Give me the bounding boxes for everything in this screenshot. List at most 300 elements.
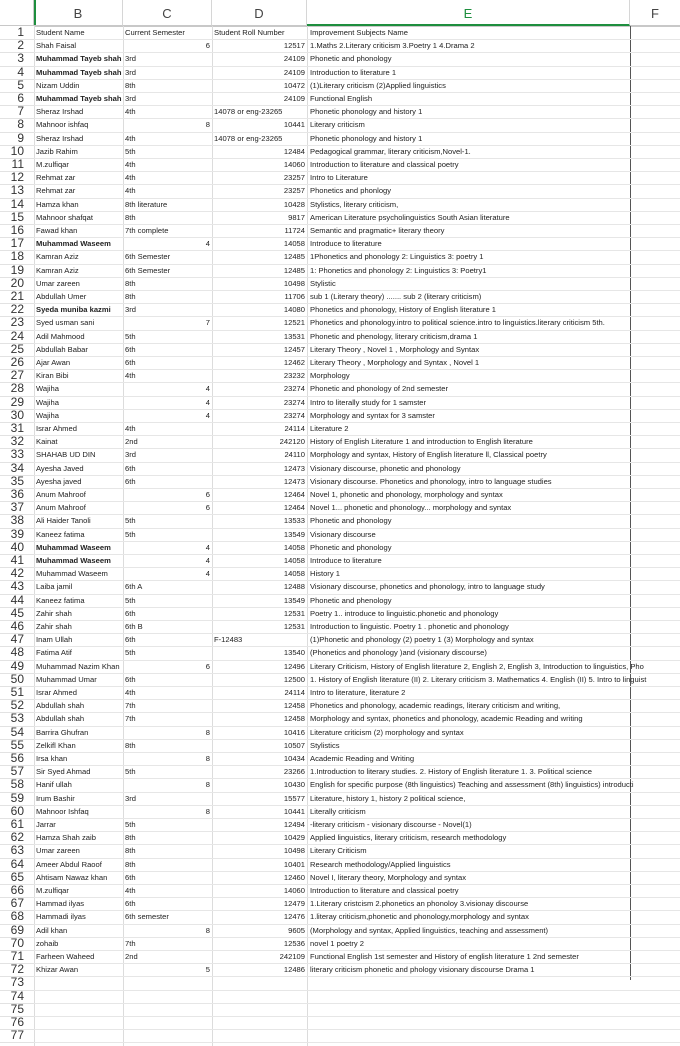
row-number[interactable]: 48 <box>10 645 24 660</box>
cell-current-semester[interactable]: 3rd <box>125 54 136 64</box>
row-number[interactable]: 4 <box>17 64 24 79</box>
cell-improvement-subjects[interactable]: Morphology and syntax for 3 samster <box>310 410 435 420</box>
row-number[interactable]: 9 <box>17 130 24 145</box>
cell-student-name[interactable]: Kainat <box>36 437 58 447</box>
cell-student-name[interactable]: Ahtisam Nawaz khan <box>36 872 108 882</box>
cell-current-semester[interactable]: 6th <box>125 476 136 486</box>
cell-improvement-subjects[interactable]: Introduction to literature 1 <box>310 67 397 77</box>
cell-improvement-subjects[interactable]: Literature, history 1, history 2 political science, <box>310 793 466 803</box>
cell-roll-number[interactable]: 13531 <box>283 331 305 341</box>
cell-student-name[interactable]: M.zulfiqar <box>36 886 69 895</box>
cell-current-semester[interactable]: 6 <box>205 661 210 671</box>
cell-roll-number[interactable]: 10507 <box>283 740 305 750</box>
cell-roll-number[interactable]: 12517 <box>283 41 305 51</box>
row-number[interactable]: 11 <box>11 157 24 171</box>
cell-improvement-subjects[interactable]: Literary Theory , Novel 1 , Morphology and Syntax <box>310 344 480 354</box>
row-number[interactable]: 43 <box>10 579 24 594</box>
cell-roll-number[interactable]: 242120 <box>279 437 305 447</box>
cell-improvement-subjects[interactable]: Visionary discourse. Phonetics and phonology, intro to language studies <box>310 476 552 486</box>
cell-roll-number[interactable]: 14058 <box>283 239 305 249</box>
cell-student-name[interactable]: Mahnoor ishfaq <box>36 120 89 130</box>
cell-current-semester[interactable]: 4 <box>205 239 210 249</box>
cell-current-semester[interactable]: 8th <box>125 833 136 843</box>
row-number[interactable]: 12 <box>10 170 24 185</box>
cell-roll-number[interactable] <box>214 990 305 1003</box>
cell-improvement-subjects[interactable]: Novel 1... phonetic and phonology... morphology and syntax <box>310 503 512 513</box>
row-number[interactable]: 45 <box>10 605 24 620</box>
cell-roll-number[interactable]: 13549 <box>283 595 305 605</box>
row-number[interactable]: 68 <box>10 909 24 924</box>
cell-roll-number[interactable]: 23232 <box>283 371 305 381</box>
cell-current-semester[interactable]: 6th <box>125 608 136 618</box>
cell-improvement-subjects[interactable]: Improvement Subjects Name <box>310 28 408 37</box>
row-number[interactable]: 66 <box>10 883 24 897</box>
cell-roll-number[interactable]: 12458 <box>283 714 305 724</box>
cell-roll-number[interactable]: 10498 <box>283 846 305 856</box>
row-number[interactable]: 52 <box>10 698 24 713</box>
cell-improvement-subjects[interactable]: Phonetic and phonology <box>310 542 392 552</box>
cell-current-semester[interactable]: 4th <box>125 160 136 169</box>
row-number[interactable]: 16 <box>10 223 24 237</box>
cell-current-semester[interactable]: 8 <box>205 780 210 790</box>
cell-roll-number[interactable]: 242109 <box>279 952 305 961</box>
cell-improvement-subjects[interactable]: novel 1 poetry 2 <box>310 938 365 948</box>
cell-roll-number[interactable]: 12496 <box>283 661 305 671</box>
row-number[interactable]: 70 <box>10 935 24 950</box>
cell-student-name[interactable]: Ayesha Javed <box>36 463 84 473</box>
row-number[interactable]: 22 <box>10 302 24 317</box>
row-number[interactable]: 3 <box>17 51 24 66</box>
cell-current-semester[interactable]: 8th <box>125 846 136 856</box>
cell-student-name[interactable] <box>36 1029 122 1042</box>
cell-student-name[interactable]: Adil Mahmood <box>36 331 85 341</box>
cell-current-semester[interactable]: 6 <box>205 41 210 51</box>
cell-current-semester[interactable]: 8th literature <box>125 199 168 209</box>
row-number[interactable]: 5 <box>17 77 24 92</box>
cell-roll-number[interactable]: 14060 <box>283 886 305 895</box>
cell-current-semester[interactable]: 2nd <box>125 437 138 447</box>
row-number[interactable]: 47 <box>10 632 24 647</box>
cell-roll-number[interactable] <box>214 976 305 989</box>
cell-improvement-subjects[interactable]: Visionary discourse <box>310 529 376 539</box>
cell-improvement-subjects[interactable]: Introduce to literature <box>310 239 382 249</box>
cell-student-name[interactable]: Israr Ahmed <box>36 424 77 433</box>
row-number[interactable]: 71 <box>10 949 24 963</box>
cell-student-name[interactable]: Laiba jamil <box>36 582 73 592</box>
row-number[interactable]: 6 <box>17 91 24 105</box>
cell-current-semester[interactable]: 3rd <box>125 450 136 460</box>
cell-roll-number[interactable] <box>214 1003 305 1016</box>
row-number[interactable]: 59 <box>10 790 24 805</box>
cell-student-name[interactable]: Adil khan <box>36 925 68 935</box>
cell-student-name[interactable]: Jazib Rahim <box>36 146 78 156</box>
cell-improvement-subjects[interactable]: Phonetics and phonology, academic readings, literary criticism and writing, <box>310 701 561 711</box>
cell-improvement-subjects[interactable]: Literally criticism <box>310 806 366 816</box>
cell-roll-number[interactable]: 14078 or eng-23265 <box>214 107 283 117</box>
cell-improvement-subjects[interactable]: 1. History of English literature (II) 2. Literary criticism 3. Mathematics 4. English (II) 5. Intro to linguist <box>310 674 647 684</box>
row-number[interactable]: 44 <box>10 592 24 607</box>
row-number[interactable]: 37 <box>10 500 24 515</box>
cell-improvement-subjects[interactable]: Phonetic phonology and history 1 <box>310 107 423 117</box>
cell-roll-number[interactable]: 14058 <box>283 542 305 552</box>
cell-current-semester[interactable]: 4 <box>205 397 210 407</box>
cell-improvement-subjects[interactable]: Novel I, literary theory, Morphology and syntax <box>310 872 467 882</box>
cell-student-name[interactable]: Muhammad Tayeb shah <box>36 54 122 64</box>
cell-roll-number[interactable]: 10401 <box>283 859 305 869</box>
cell-improvement-subjects[interactable]: Literary criticism <box>310 120 365 130</box>
cell-current-semester[interactable]: 5th <box>125 146 136 156</box>
row-number[interactable]: 56 <box>10 751 24 765</box>
cell-current-semester[interactable]: 6th <box>125 872 136 882</box>
cell-roll-number[interactable]: 12486 <box>283 965 305 975</box>
cell-current-semester[interactable]: 5th <box>125 529 136 539</box>
cell-roll-number[interactable]: 24109 <box>283 54 305 64</box>
row-number[interactable]: 55 <box>10 737 24 752</box>
cell-student-name[interactable]: Muhammad Nazim Khan <box>36 661 120 671</box>
cell-improvement-subjects[interactable]: Literary Criticism, History of English literature 2, English 2, English 3, Introduction to linguistics, Pho <box>310 661 644 671</box>
cell-student-name[interactable]: Hamza Shah zaib <box>36 833 96 843</box>
cell-roll-number[interactable]: 14060 <box>283 160 305 169</box>
cell-roll-number[interactable]: 12485 <box>283 265 305 275</box>
cell-improvement-subjects[interactable]: Introduction to linguistic. Poetry 1 . phonetic and phonology <box>310 622 509 631</box>
cell-roll-number[interactable]: 23257 <box>283 186 305 196</box>
cell-improvement-subjects[interactable]: Research methodology/Applied linguistics <box>310 859 451 869</box>
cell-roll-number[interactable]: 12494 <box>283 820 305 829</box>
row-number[interactable]: 38 <box>10 513 24 528</box>
row-number[interactable]: 26 <box>10 355 24 369</box>
cell-student-name[interactable]: Hanif ullah <box>36 780 72 790</box>
cell-roll-number[interactable]: 23274 <box>283 384 305 394</box>
cell-current-semester[interactable]: 6th <box>125 358 136 367</box>
cell-improvement-subjects[interactable]: Literature 2 <box>310 424 349 433</box>
cell-current-semester[interactable]: 5th <box>125 767 136 777</box>
cell-roll-number[interactable]: 11706 <box>284 292 305 301</box>
cell-roll-number[interactable]: 23274 <box>283 397 305 407</box>
cell-roll-number[interactable]: 12458 <box>283 701 305 711</box>
cell-current-semester[interactable]: 4th <box>125 371 136 381</box>
cell-improvement-subjects[interactable]: Visionary discourse, phonetics and phonology, intro to language study <box>310 582 545 592</box>
row-number[interactable]: 33 <box>10 447 24 462</box>
row-number[interactable]: 39 <box>10 526 24 541</box>
row-number[interactable]: 65 <box>10 869 24 884</box>
cell-roll-number[interactable]: 12531 <box>283 622 305 631</box>
cell-improvement-subjects[interactable]: Phonetics and phonology.intro to political science.intro to linguistics.literary criticism 5th. <box>310 318 605 328</box>
cell-roll-number[interactable] <box>214 1016 305 1029</box>
cell-student-name[interactable]: Zahir shah <box>36 608 72 618</box>
row-number[interactable]: 67 <box>10 896 24 911</box>
cell-student-name[interactable]: Zelkifl Khan <box>36 740 76 750</box>
cell-roll-number[interactable]: 12521 <box>283 318 305 328</box>
cell-roll-number[interactable]: 14080 <box>283 305 305 315</box>
cell-improvement-subjects[interactable]: History of English Literature 1 and introduction to English literature <box>310 437 533 447</box>
cell-current-semester[interactable]: 5th <box>125 595 136 605</box>
cell-current-semester[interactable]: 4th <box>125 688 136 697</box>
cell-roll-number[interactable]: 24109 <box>283 94 305 103</box>
cell-current-semester[interactable]: 4 <box>205 542 210 552</box>
row-number[interactable]: 35 <box>10 473 24 488</box>
cell-roll-number[interactable]: 24114 <box>284 688 305 697</box>
cell-student-name[interactable]: Kaneez fatima <box>36 529 85 539</box>
cell-student-name[interactable]: Nizam Uddin <box>36 80 80 90</box>
cell-roll-number[interactable]: 12484 <box>283 146 305 156</box>
cell-improvement-subjects[interactable]: Morphology and syntax, History of English literature ll, Classical poetry <box>310 450 547 460</box>
cell-current-semester[interactable]: 4th <box>125 173 136 183</box>
row-number[interactable]: 31 <box>10 421 24 435</box>
cell-improvement-subjects[interactable]: Literature criticism (2) morphology and syntax <box>310 727 464 737</box>
cell-current-semester[interactable]: 4th <box>125 886 136 895</box>
cell-current-semester[interactable]: 8 <box>205 925 210 935</box>
row-number[interactable]: 1 <box>17 25 24 39</box>
cell-student-name[interactable]: Sheraz Irshad <box>36 107 84 117</box>
cell-current-semester[interactable]: 4th <box>125 133 136 143</box>
cell-roll-number[interactable] <box>214 1029 305 1042</box>
row-number[interactable]: 49 <box>10 658 24 673</box>
cell-student-name[interactable]: Abdullah shah <box>36 701 85 711</box>
cell-student-name[interactable]: Ayesha javed <box>36 476 82 486</box>
cell-student-name[interactable]: Farheen Waheed <box>36 952 95 961</box>
cell-improvement-subjects[interactable]: 1.Literary cristcism 2.phonetics an phonoloy 3.visionay discourse <box>310 899 529 909</box>
cell-improvement-subjects[interactable]: Functional English <box>310 94 373 103</box>
cell-improvement-subjects[interactable]: sub 1 (Literary theory) ....... sub 2 (literary criticism) <box>310 292 482 301</box>
row-number[interactable]: 41 <box>10 553 24 567</box>
cell-current-semester[interactable]: 8 <box>205 806 210 816</box>
cell-current-semester[interactable]: 2nd <box>125 952 138 961</box>
row-number[interactable]: 46 <box>10 619 24 633</box>
cell-current-semester[interactable] <box>125 1003 211 1016</box>
row-number[interactable]: 24 <box>10 328 24 343</box>
cell-improvement-subjects[interactable]: Stylistics <box>310 740 340 750</box>
cell-current-semester[interactable]: 3rd <box>125 94 136 103</box>
cell-roll-number[interactable]: 12485 <box>283 252 305 262</box>
cell-improvement-subjects[interactable]: Semantic and pragmatic+ literary theory <box>310 226 445 235</box>
cell-student-name[interactable]: Muhammad Waseem <box>36 569 108 579</box>
cell-student-name[interactable]: Khizar Awan <box>36 965 79 975</box>
row-number[interactable]: 58 <box>10 777 24 792</box>
row-number[interactable]: 7 <box>17 104 24 119</box>
cell-roll-number[interactable]: 12473 <box>283 476 305 486</box>
cell-roll-number[interactable]: 12464 <box>283 490 305 499</box>
cell-student-name[interactable] <box>36 990 122 1003</box>
cell-improvement-subjects[interactable] <box>310 1003 680 1016</box>
cell-student-name[interactable]: SHAHAB UD DIN <box>36 450 96 460</box>
row-number[interactable]: 63 <box>10 843 24 858</box>
cell-improvement-subjects[interactable]: Phonetic and phenology <box>310 595 392 605</box>
row-number[interactable]: 73 <box>10 975 24 990</box>
cell-student-name[interactable]: Kamran Aziz <box>36 265 79 275</box>
cell-current-semester[interactable] <box>125 1029 211 1042</box>
cell-roll-number[interactable]: 14058 <box>283 556 305 565</box>
cell-student-name[interactable]: Inam Ullah <box>36 635 73 645</box>
cell-student-name[interactable]: Rehmat zar <box>36 173 76 183</box>
cell-current-semester[interactable] <box>125 976 211 989</box>
row-number[interactable]: 53 <box>10 711 24 726</box>
cell-student-name[interactable]: Abdullah Babar <box>36 344 88 354</box>
select-all-corner[interactable] <box>0 0 34 26</box>
cell-roll-number[interactable]: 12473 <box>283 463 305 473</box>
cell-current-semester[interactable]: 6th Semester <box>125 252 171 262</box>
cell-improvement-subjects[interactable] <box>310 990 680 1003</box>
cell-student-name[interactable]: Israr Ahmed <box>36 688 77 697</box>
cell-student-name[interactable]: zohaib <box>36 938 59 948</box>
cell-current-semester[interactable]: 8 <box>205 754 210 763</box>
row-number[interactable]: 13 <box>10 183 24 198</box>
cell-current-semester[interactable]: 4 <box>205 556 210 565</box>
cell-current-semester[interactable]: 5 <box>205 965 210 975</box>
row-number[interactable]: 77 <box>10 1028 24 1043</box>
cell-improvement-subjects[interactable]: Functional English 1st semester and History of english literature 1 2nd semester <box>310 952 579 961</box>
cell-improvement-subjects[interactable]: Intro to literally study for 1 samster <box>310 397 427 407</box>
cell-student-name[interactable]: Muhammad Umar <box>36 674 97 684</box>
row-number[interactable]: 64 <box>10 856 24 871</box>
cell-current-semester[interactable]: 8th <box>125 740 136 750</box>
cell-roll-number[interactable]: 10428 <box>283 199 305 209</box>
cell-roll-number[interactable]: 23257 <box>283 173 305 183</box>
row-number[interactable]: 62 <box>10 830 24 845</box>
cell-student-name[interactable]: Kamran Aziz <box>36 252 79 262</box>
column-header-f[interactable]: F <box>630 0 680 26</box>
cell-roll-number[interactable]: 12476 <box>283 912 305 922</box>
cell-current-semester[interactable]: 3rd <box>125 793 136 803</box>
column-header-d[interactable]: D <box>212 0 307 26</box>
cell-student-name[interactable]: Barrira Ghufran <box>36 727 89 737</box>
cell-improvement-subjects[interactable]: Applied linguistics, literary criticism, research methodology <box>310 833 507 843</box>
cell-improvement-subjects[interactable]: Poetry 1.. introduce to linguistic.phonetic and phonology <box>310 608 499 618</box>
cell-student-name[interactable]: Muhammad Tayeb shah <box>36 67 122 77</box>
cell-current-semester[interactable]: 6 <box>205 490 210 499</box>
cell-improvement-subjects[interactable]: Literary Criticism <box>310 846 367 856</box>
row-number[interactable]: 51 <box>10 685 24 699</box>
cell-student-name[interactable]: Jarrar <box>36 820 56 829</box>
cell-student-name[interactable]: Hammadi ilyas <box>36 912 86 922</box>
cell-current-semester[interactable]: 5th <box>125 648 136 658</box>
cell-student-name[interactable]: Ameer Abdul Raoof <box>36 859 102 869</box>
cell-improvement-subjects[interactable]: Morphology <box>310 371 350 381</box>
cell-student-name[interactable] <box>36 976 122 989</box>
cell-improvement-subjects[interactable]: History 1 <box>310 569 340 579</box>
cell-current-semester[interactable]: 3rd <box>125 305 136 315</box>
cell-student-name[interactable]: Kiran Bibi <box>36 371 69 381</box>
row-number[interactable]: 19 <box>10 262 24 277</box>
cell-roll-number[interactable]: 12536 <box>283 938 305 948</box>
cell-improvement-subjects[interactable]: 1: Phonetics and phonology 2: Linguistics 3: Poetry1 <box>310 265 487 275</box>
cell-current-semester[interactable]: 6 <box>205 503 210 513</box>
cell-improvement-subjects[interactable]: Introduction to literature and classical poetry <box>310 886 459 895</box>
cell-roll-number[interactable]: 12457 <box>283 344 305 354</box>
cell-improvement-subjects[interactable]: 1.literay criticism,phonetic and phonology,morphology and syntax <box>310 912 529 922</box>
cell-student-name[interactable]: Hammad ilyas <box>36 899 85 909</box>
cell-current-semester[interactable]: 5th <box>125 820 136 829</box>
cell-student-name[interactable]: Sir Syed Ahmad <box>36 767 91 777</box>
cell-roll-number[interactable]: 10430 <box>283 780 305 790</box>
cell-current-semester[interactable]: 7th <box>125 714 136 724</box>
cell-current-semester[interactable]: 6th A <box>125 582 143 592</box>
cell-student-name[interactable]: Shah Faisal <box>36 41 77 51</box>
cell-student-name[interactable]: Sheraz Irshad <box>36 133 84 143</box>
cell-student-name[interactable]: Hamza khan <box>36 199 79 209</box>
cell-student-name[interactable] <box>36 1003 122 1016</box>
cell-student-name[interactable]: Wajiha <box>36 397 59 407</box>
row-number[interactable]: 57 <box>10 764 24 779</box>
cell-roll-number[interactable]: 15577 <box>283 793 305 803</box>
cell-improvement-subjects[interactable]: American Literature psycholinguistics South Asian literature <box>310 212 510 222</box>
cell-improvement-subjects[interactable]: Phonetics and phonology, History of English literature 1 <box>310 305 497 315</box>
row-number[interactable]: 21 <box>10 289 24 303</box>
column-header-c[interactable]: C <box>123 0 212 26</box>
cell-student-name[interactable]: Anum Mahroof <box>36 490 86 499</box>
cell-current-semester[interactable]: 4th <box>125 107 136 117</box>
row-number[interactable]: 34 <box>10 460 24 475</box>
cell-current-semester[interactable]: 8th <box>125 292 136 301</box>
cell-current-semester[interactable]: 8th <box>125 212 136 222</box>
cell-roll-number[interactable]: 13549 <box>283 529 305 539</box>
row-number[interactable]: 28 <box>10 381 24 396</box>
cell-roll-number[interactable]: 12460 <box>283 872 305 882</box>
cell-improvement-subjects[interactable]: (1)Literary criticism (2)Applied linguistics <box>310 80 446 90</box>
cell-student-name[interactable]: Ali Haider Tanoli <box>36 516 91 526</box>
cell-roll-number[interactable]: Student Roll Number <box>214 28 285 37</box>
cell-student-name[interactable]: Mahnoor shafqat <box>36 212 93 222</box>
column-header-b[interactable]: B <box>34 0 123 26</box>
cell-current-semester[interactable]: 7th <box>125 701 136 711</box>
cell-improvement-subjects[interactable]: Literary Theory , Morphology and Syntax , Novel 1 <box>310 358 480 367</box>
cell-improvement-subjects[interactable]: (Morphology and syntax, Applied linguistics, teaching and assessment) <box>310 925 549 935</box>
cell-current-semester[interactable]: 8th <box>125 278 136 288</box>
cell-current-semester[interactable]: 4th <box>125 424 136 433</box>
cell-improvement-subjects[interactable]: Intro to literature, literature 2 <box>310 688 406 697</box>
cell-current-semester[interactable]: 6th <box>125 635 136 645</box>
cell-student-name[interactable]: Ajar Awan <box>36 358 71 367</box>
cell-current-semester[interactable]: 7th complete <box>125 226 169 235</box>
cell-improvement-subjects[interactable]: Morphology and syntax, phonetics and phonology, academic Reading and writing <box>310 714 583 724</box>
cell-improvement-subjects[interactable]: 1.Maths 2.Literary criticism 3.Poetry 1 4.Drama 2 <box>310 41 475 51</box>
cell-current-semester[interactable]: 7th <box>125 938 136 948</box>
cell-improvement-subjects[interactable]: Novel 1, phonetic and phonology, morphology and syntax <box>310 490 503 499</box>
cell-roll-number[interactable]: 12479 <box>283 899 305 909</box>
cell-improvement-subjects[interactable]: Stylistics, literary criticism, <box>310 199 399 209</box>
cell-current-semester[interactable] <box>125 990 211 1003</box>
cell-roll-number[interactable]: 13533 <box>283 516 305 526</box>
row-number[interactable]: 27 <box>10 368 24 383</box>
cell-student-name[interactable]: Fatima Atif <box>36 648 72 658</box>
row-number[interactable]: 36 <box>10 487 24 501</box>
cell-student-name[interactable]: Muhammad Waseem <box>36 542 111 552</box>
cell-current-semester[interactable]: 6th <box>125 463 136 473</box>
row-number[interactable]: 69 <box>10 922 24 937</box>
cell-student-name[interactable]: Rehmat zar <box>36 186 76 196</box>
cell-roll-number[interactable]: 23274 <box>283 410 305 420</box>
cell-student-name[interactable]: Wajiha <box>36 410 59 420</box>
cell-roll-number[interactable]: F-12483 <box>214 635 243 645</box>
cell-student-name[interactable]: Syeda muniba kazmi <box>36 305 111 315</box>
cell-student-name[interactable]: Abdullah Umer <box>36 292 87 301</box>
row-number[interactable]: 25 <box>10 341 24 356</box>
cell-improvement-subjects[interactable]: Pedagogical grammar, literary criticism,Novel-1. <box>310 146 471 156</box>
cell-roll-number[interactable]: 12462 <box>283 358 305 367</box>
cell-improvement-subjects[interactable]: literary criticism phonetic and phology visionary discourse Drama 1 <box>310 965 535 975</box>
cell-student-name[interactable]: Muhammad Tayeb shah <box>36 94 122 103</box>
cell-improvement-subjects[interactable]: (1)Phonetic and phonology (2) poetry 1 (3) Morphology and syntax <box>310 635 534 645</box>
cell-roll-number[interactable]: 10498 <box>283 278 305 288</box>
cell-current-semester[interactable]: 4th <box>125 186 136 196</box>
cell-improvement-subjects[interactable]: Intro to Literature <box>310 173 368 183</box>
cell-current-semester[interactable]: 6th <box>125 344 136 354</box>
cell-current-semester[interactable]: 8th <box>125 80 136 90</box>
cell-improvement-subjects[interactable]: Academic Reading and Writing <box>310 754 415 763</box>
cell-improvement-subjects[interactable]: Introduce to literature <box>310 556 382 565</box>
cell-student-name[interactable]: Wajiha <box>36 384 59 394</box>
cell-roll-number[interactable]: 23266 <box>283 767 305 777</box>
row-number[interactable]: 76 <box>10 1015 24 1029</box>
